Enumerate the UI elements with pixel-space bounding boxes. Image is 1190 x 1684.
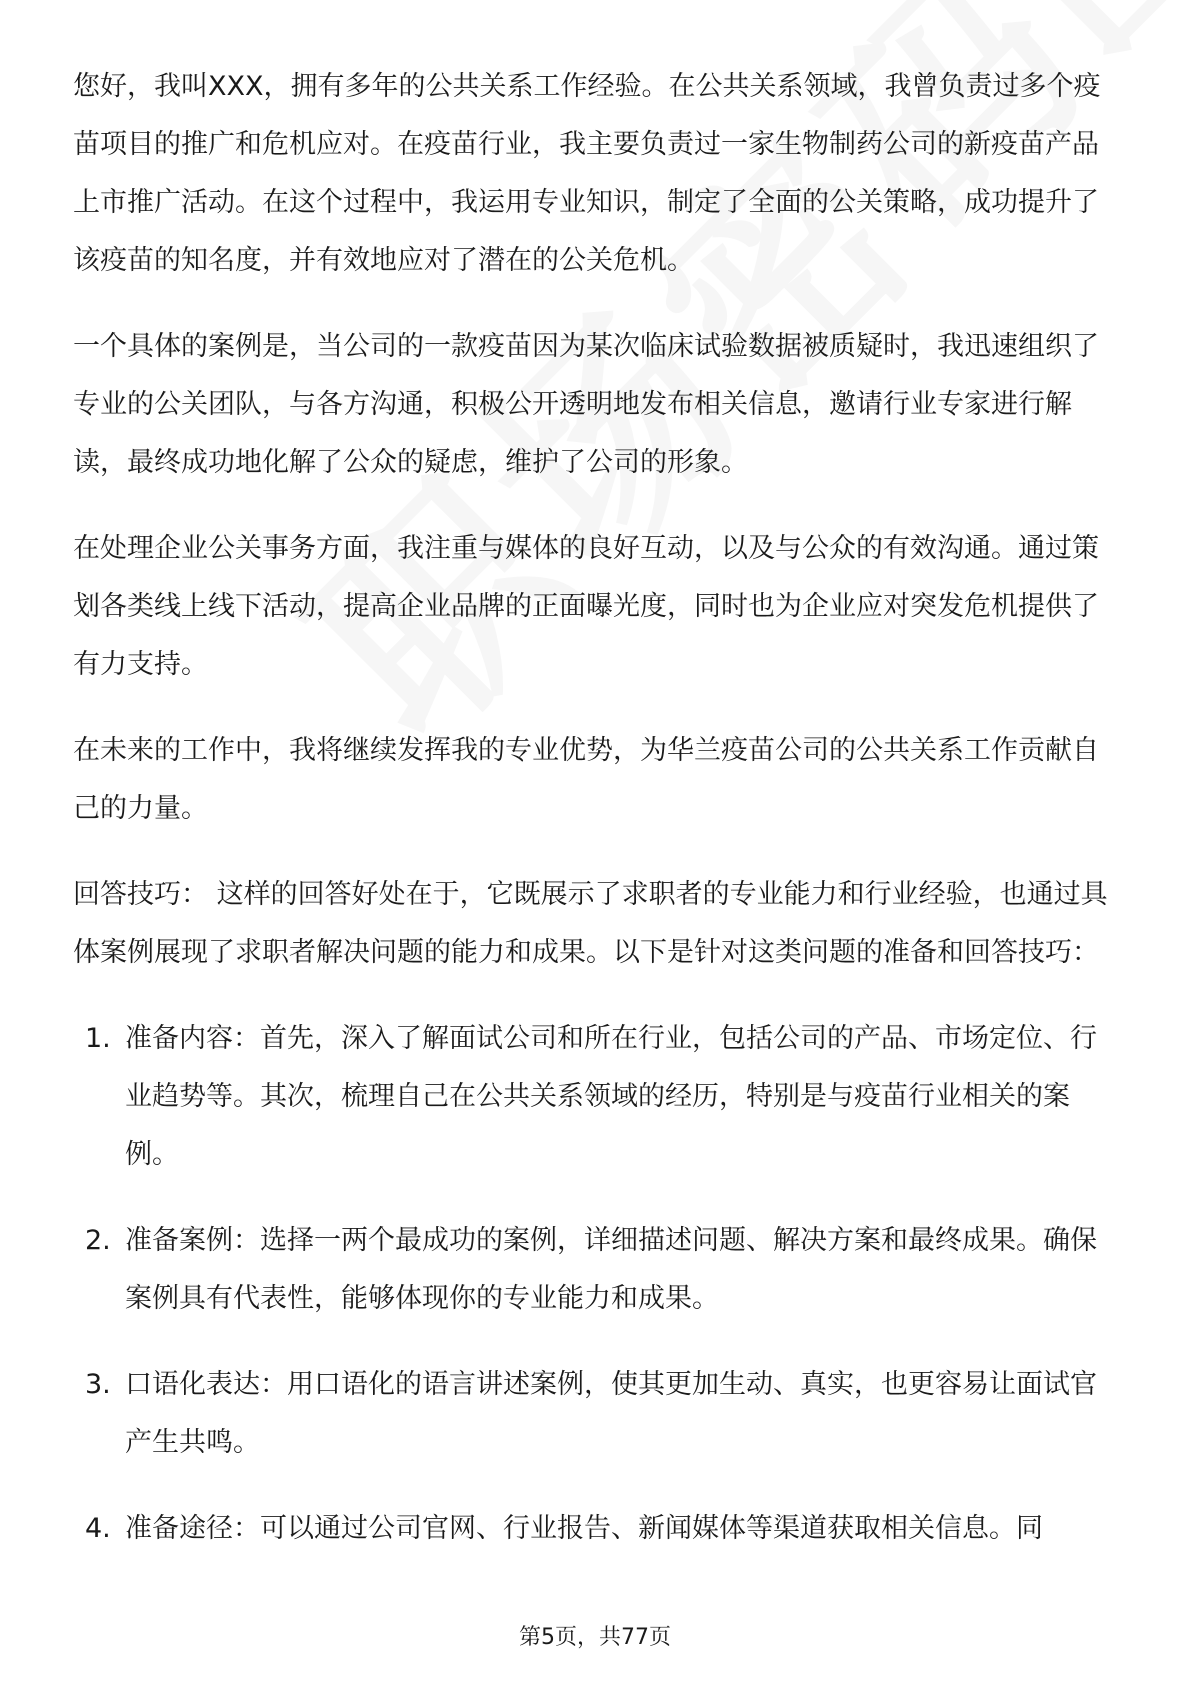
list-item <box>73 1356 1118 1472</box>
list-number: 2. <box>85 1225 111 1256</box>
page-footer: 第5页，共77页 <box>519 1625 671 1650</box>
list-text: 准备案例：选择一两个最成功的案例，详细描述问题、解决方案和最终成果。确保案例具有代表性，能够体现你的专业能力和成果。 <box>125 1225 1097 1314</box>
list-number: 1. <box>85 1023 111 1054</box>
tips-list <box>73 1010 1118 1558</box>
list-item <box>73 1212 1118 1328</box>
list-item <box>73 1500 1118 1558</box>
paragraph-pr-affairs: 在处理企业公关事务方面，我注重与媒体的良好互动，以及与公众的有效沟通。通过策划各类线上线下活动，提高企业品牌的正面曝光度，同时也为企业应对突发危机提供了有力支持。 <box>73 533 1099 680</box>
paragraph-answer-tips: 回答技巧： 这样的回答好处在于，它既展示了求职者的专业能力和行业经验，也通过具体案例展现了求职者解决问题的能力和成果。以下是针对这类问题的准备和回答技巧： <box>73 879 1108 968</box>
paragraph-future: 在未来的工作中，我将继续发挥我的专业优势，为华兰疫苗公司的公共关系工作贡献自己的力量。 <box>73 735 1099 824</box>
list-number: 3. <box>85 1369 111 1400</box>
list-item <box>73 1010 1118 1184</box>
list-text: 口语化表达：用口语化的语言讲述案例，使其更加生动、真实，也更容易让面试官产生共鸣。 <box>125 1369 1097 1458</box>
paragraph-case: 一个具体的案例是，当公司的一款疫苗因为某次临床试验数据被质疑时，我迅速组织了专业的公关团队，与各方沟通，积极公开透明地发布相关信息，邀请行业专家进行解读，最终成功地化解了公众的疑虑，维护了公司的形象。 <box>73 331 1099 478</box>
list-text: 准备内容：首先，深入了解面试公司和所在行业，包括公司的产品、市场定位、行业趋势等。其次，梳理自己在公共关系领域的经历，特别是与疫苗行业相关的案例。 <box>125 1023 1097 1170</box>
list-number: 4. <box>85 1513 111 1544</box>
document-body <box>73 58 1118 1586</box>
paragraph-intro: 您好，我叫XXX，拥有多年的公共关系工作经验。在公共关系领域，我曾负责过多个疫苗项目的推广和危机应对。在疫苗行业，我主要负责过一家生物制药公司的新疫苗产品上市推广活动。在这个过程中，我运用专业知识，制定了全面的公关策略，成功提升了该疫苗的知名度，并有效地应对了潜在的公关危机。 <box>73 71 1101 276</box>
list-text: 准备途径：可以通过公司官网、行业报告、新闻媒体等渠道获取相关信息。同 <box>125 1513 1043 1544</box>
